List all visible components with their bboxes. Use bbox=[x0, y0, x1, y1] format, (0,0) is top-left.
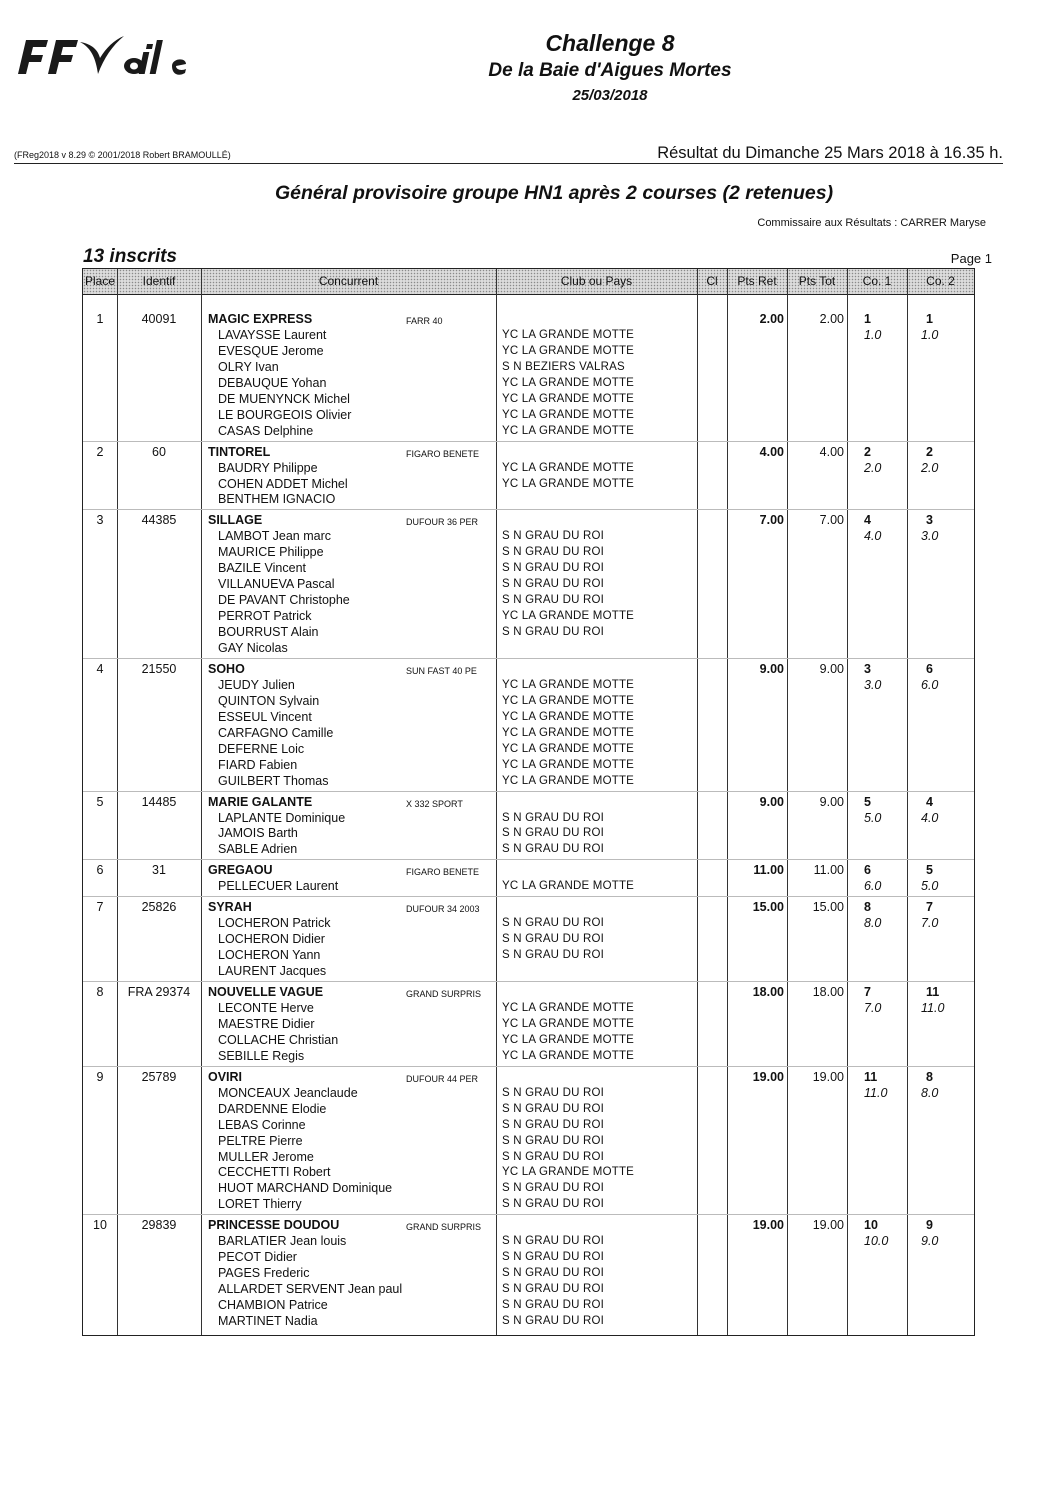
crew-member: VILLANUEVA Pascal bbox=[218, 577, 335, 592]
race-1-score: 5.0 bbox=[864, 810, 882, 825]
crew-member: DE PAVANT Christophe bbox=[218, 593, 350, 608]
sail-number: 25789 bbox=[141, 1069, 177, 1084]
crew-member: HUOT MARCHAND Dominique bbox=[218, 1181, 393, 1196]
boat-name: SYRAH bbox=[208, 900, 252, 915]
boat-name: PRINCESSE DOUDOU bbox=[208, 1218, 340, 1233]
crew-club: YC LA GRANDE MOTTE bbox=[502, 610, 635, 623]
crew-member: PAGES Frederic bbox=[218, 1266, 310, 1281]
boat-name: MARIE GALANTE bbox=[208, 794, 313, 809]
result-place: 8 bbox=[96, 985, 104, 999]
crew-club: YC LA GRANDE MOTTE bbox=[502, 758, 635, 771]
crew-club: YC LA GRANDE MOTTE bbox=[502, 461, 635, 474]
row-separator bbox=[83, 859, 974, 860]
result-place: 2 bbox=[96, 444, 104, 459]
points-retained: 19.00 bbox=[752, 1069, 784, 1084]
race-2-score: 8.0 bbox=[921, 1085, 939, 1100]
race-1-rank: 4 bbox=[864, 513, 871, 528]
crew-member: DARDENNE Elodie bbox=[218, 1101, 327, 1116]
crew-member: SEBILLE Regis bbox=[218, 1048, 305, 1063]
crew-club: S N GRAU DU ROI bbox=[502, 562, 605, 575]
row-separator bbox=[83, 791, 974, 792]
race-2-rank: 4 bbox=[926, 794, 933, 809]
race-2-rank: 2 bbox=[926, 444, 933, 459]
column-divider bbox=[697, 269, 698, 1335]
race-1-score: 7.0 bbox=[864, 1000, 882, 1015]
points-total: 4.00 bbox=[819, 444, 844, 459]
crew-club: YC LA GRANDE MOTTE bbox=[502, 678, 635, 691]
crew-club: S N GRAU DU ROI bbox=[502, 578, 605, 591]
points-retained: 9.00 bbox=[759, 794, 784, 809]
crew-member: MULLER Jerome bbox=[218, 1149, 314, 1164]
row-separator bbox=[83, 981, 974, 982]
crew-member: QUINTON Sylvain bbox=[218, 693, 320, 708]
crew-club: YC LA GRANDE MOTTE bbox=[502, 726, 635, 739]
points-total: 19.00 bbox=[812, 1218, 844, 1233]
col-header-race-1: Co. 1 bbox=[862, 274, 892, 288]
col-header-place: Place bbox=[84, 274, 116, 288]
points-retained: 19.00 bbox=[752, 1218, 784, 1233]
column-divider bbox=[847, 269, 848, 1335]
race-1-rank: 1 bbox=[864, 312, 871, 326]
race-2-score: 7.0 bbox=[921, 916, 939, 931]
crew-member: CARFAGNO Camille bbox=[218, 725, 334, 740]
crew-club: S N GRAU DU ROI bbox=[502, 843, 605, 856]
race-1-score: 1.0 bbox=[864, 327, 882, 342]
points-retained: 7.00 bbox=[759, 513, 784, 528]
results-table bbox=[82, 268, 975, 1336]
crew-member: LAVAYSSE Laurent bbox=[218, 327, 327, 342]
crew-club: S N BEZIERS VALRAS bbox=[502, 360, 625, 373]
boat-type: X 332 SPORT bbox=[406, 798, 463, 809]
race-2-score: 1.0 bbox=[921, 327, 939, 342]
points-total: 18.00 bbox=[812, 985, 844, 999]
race-1-score: 8.0 bbox=[864, 916, 882, 931]
boat-type: DUFOUR 44 PER bbox=[406, 1073, 479, 1084]
crew-club: YC LA GRANDE MOTTE bbox=[502, 710, 635, 723]
crew-club: YC LA GRANDE MOTTE bbox=[502, 344, 635, 357]
crew-member: OLRY Ivan bbox=[218, 359, 279, 374]
crew-club: YC LA GRANDE MOTTE bbox=[502, 1166, 635, 1179]
boat-name: NOUVELLE VAGUE bbox=[208, 985, 324, 999]
race-1-rank: 5 bbox=[864, 794, 871, 809]
sail-number: 14485 bbox=[141, 794, 177, 809]
crew-club: YC LA GRANDE MOTTE bbox=[502, 742, 635, 755]
race-1-score: 3.0 bbox=[864, 677, 882, 692]
crew-club: YC LA GRANDE MOTTE bbox=[502, 376, 635, 389]
race-1-rank: 10 bbox=[864, 1218, 878, 1233]
boat-type: SUN FAST 40 PE bbox=[406, 665, 477, 676]
entries-count: 13 inscrits bbox=[83, 246, 177, 267]
race-1-rank: 6 bbox=[864, 863, 871, 878]
crew-member: PELLECUER Laurent bbox=[218, 879, 339, 894]
crew-club: YC LA GRANDE MOTTE bbox=[502, 774, 635, 787]
crew-club: S N GRAU DU ROI bbox=[502, 1102, 605, 1115]
boat-type: FARR 40 bbox=[406, 316, 443, 326]
result-timestamp: Résultat du Dimanche 25 Mars 2018 à 16.35 h. bbox=[657, 144, 1003, 162]
crew-member: DEFERNE Loic bbox=[218, 741, 305, 756]
race-2-score: 6.0 bbox=[921, 677, 939, 692]
crew-member: LAMBOT Jean marc bbox=[218, 529, 332, 544]
crew-club: S N GRAU DU ROI bbox=[502, 1118, 605, 1131]
table-header bbox=[83, 269, 974, 295]
result-place: 10 bbox=[93, 1218, 107, 1233]
crew-club: YC LA GRANDE MOTTE bbox=[502, 1033, 635, 1046]
sail-number: FRA 29374 bbox=[127, 985, 191, 999]
boat-name: TINTOREL bbox=[208, 444, 271, 459]
crew-member: LAURENT Jacques bbox=[218, 964, 327, 979]
points-total: 2.00 bbox=[819, 312, 844, 326]
race-1-score: 6.0 bbox=[864, 879, 882, 894]
race-2-rank: 8 bbox=[926, 1069, 933, 1084]
race-2-rank: 1 bbox=[926, 312, 933, 326]
row-separator bbox=[83, 896, 974, 897]
result-place: 1 bbox=[96, 312, 104, 326]
crew-member: BAUDRY Philippe bbox=[218, 460, 318, 475]
crew-member: LOCHERON Yann bbox=[218, 948, 321, 963]
sail-number: 44385 bbox=[141, 513, 177, 528]
crew-member: FIARD Fabien bbox=[218, 757, 298, 772]
row-separator bbox=[83, 658, 974, 659]
crew-club: S N GRAU DU ROI bbox=[502, 1198, 605, 1211]
crew-club: S N GRAU DU ROI bbox=[502, 827, 605, 840]
result-place: 4 bbox=[96, 661, 104, 676]
crew-club: YC LA GRANDE MOTTE bbox=[502, 880, 635, 893]
crew-member: PERROT Patrick bbox=[218, 609, 312, 624]
crew-member: LOCHERON Patrick bbox=[218, 916, 331, 931]
crew-member: LEBAS Corinne bbox=[218, 1117, 306, 1132]
header-divider bbox=[14, 163, 1003, 164]
page-number: Page 1 bbox=[950, 251, 992, 266]
sail-number: 60 bbox=[152, 444, 166, 459]
boat-type: GRAND SURPRIS bbox=[406, 989, 482, 999]
crew-member: BARLATIER Jean louis bbox=[218, 1234, 347, 1249]
crew-club: S N GRAU DU ROI bbox=[502, 949, 605, 962]
crew-club: S N GRAU DU ROI bbox=[502, 1267, 605, 1280]
points-retained: 9.00 bbox=[759, 661, 784, 676]
crew-club: S N GRAU DU ROI bbox=[502, 546, 605, 559]
points-total: 19.00 bbox=[812, 1069, 844, 1084]
crew-club: YC LA GRANDE MOTTE bbox=[502, 1001, 635, 1014]
sail-number: 25826 bbox=[141, 900, 177, 915]
crew-club: S N GRAU DU ROI bbox=[502, 594, 605, 607]
result-place: 9 bbox=[96, 1069, 104, 1084]
boat-name: SOHO bbox=[208, 661, 245, 676]
crew-member: MAURICE Philippe bbox=[218, 545, 324, 560]
crew-member: MARTINET Nadia bbox=[218, 1314, 318, 1328]
race-2-score: 2.0 bbox=[921, 460, 939, 475]
race-2-rank: 5 bbox=[926, 863, 933, 878]
crew-member: BENTHEM IGNACIO bbox=[218, 492, 336, 507]
crew-member: GUILBERT Thomas bbox=[218, 773, 329, 788]
crew-club: S N GRAU DU ROI bbox=[502, 626, 605, 639]
crew-club: S N GRAU DU ROI bbox=[502, 1299, 605, 1312]
crew-member: LAPLANTE Dominique bbox=[218, 810, 346, 825]
event-subtitle: De la Baie d'Aigues Mortes bbox=[488, 60, 732, 81]
crew-club: S N GRAU DU ROI bbox=[502, 1134, 605, 1147]
race-1-score: 11.0 bbox=[864, 1085, 888, 1100]
race-1-score: 10.0 bbox=[864, 1234, 889, 1249]
race-1-rank: 11 bbox=[864, 1069, 878, 1084]
crew-club: YC LA GRANDE MOTTE bbox=[502, 392, 635, 405]
points-total: 15.00 bbox=[812, 900, 844, 915]
boat-type: DUFOUR 36 PER bbox=[406, 517, 479, 528]
crew-club: S N GRAU DU ROI bbox=[502, 933, 605, 946]
crew-member: PELTRE Pierre bbox=[218, 1133, 303, 1148]
race-2-rank: 3 bbox=[926, 513, 933, 528]
crew-member: ALLARDET SERVENT Jean paul bbox=[218, 1282, 403, 1297]
ffvoile-logo bbox=[14, 30, 189, 82]
points-retained: 4.00 bbox=[759, 444, 784, 459]
col-header-pts-tot: Pts Tot bbox=[798, 274, 836, 288]
crew-member: PECOT Didier bbox=[218, 1250, 297, 1265]
crew-member: CECCHETTI Robert bbox=[218, 1165, 331, 1180]
race-2-rank: 9 bbox=[926, 1218, 933, 1233]
event-title: Challenge 8 bbox=[545, 30, 675, 56]
race-2-rank: 7 bbox=[926, 900, 933, 915]
points-total: 9.00 bbox=[819, 661, 844, 676]
crew-club: S N GRAU DU ROI bbox=[502, 1150, 605, 1163]
col-header-cl: Cl bbox=[706, 274, 718, 288]
crew-club: S N GRAU DU ROI bbox=[502, 1086, 605, 1099]
points-total: 9.00 bbox=[819, 794, 844, 809]
result-place: 6 bbox=[96, 863, 104, 878]
crew-member: COHEN ADDET Michel bbox=[218, 476, 348, 491]
race-2-rank: 6 bbox=[926, 661, 933, 676]
race-2-rank: 11 bbox=[926, 985, 940, 999]
race-2-score: 11.0 bbox=[921, 1000, 945, 1015]
crew-club: S N GRAU DU ROI bbox=[502, 1315, 605, 1327]
boat-name: GREGAOU bbox=[208, 863, 273, 878]
row-separator bbox=[83, 441, 974, 442]
crew-member: LECONTE Herve bbox=[218, 1000, 314, 1015]
race-2-score: 5.0 bbox=[921, 879, 939, 894]
crew-club: S N GRAU DU ROI bbox=[502, 811, 605, 824]
points-total: 7.00 bbox=[819, 513, 844, 528]
crew-member: LOCHERON Didier bbox=[218, 932, 325, 947]
crew-club: YC LA GRANDE MOTTE bbox=[502, 408, 635, 421]
points-retained: 11.00 bbox=[753, 863, 784, 878]
crew-club: YC LA GRANDE MOTTE bbox=[502, 424, 635, 437]
software-credit: (FReg2018 v 8.29 © 2001/2018 Robert BRAMOULLÉ) bbox=[14, 150, 231, 160]
column-divider bbox=[907, 269, 908, 1335]
sail-number: 29839 bbox=[141, 1218, 177, 1233]
race-1-rank: 8 bbox=[864, 900, 871, 915]
crew-member: DE MUENYNCK Michel bbox=[218, 391, 350, 406]
row-separator bbox=[83, 509, 974, 510]
crew-member: JAMOIS Barth bbox=[218, 826, 298, 841]
crew-club: S N GRAU DU ROI bbox=[502, 1235, 605, 1248]
ranking-title: Général provisoire groupe HN1 après 2 courses (2 retenues) bbox=[274, 182, 834, 204]
boat-type: FIGARO BENETE bbox=[406, 867, 480, 878]
row-separator bbox=[83, 1066, 974, 1067]
col-header-pts-ret: Pts Ret bbox=[737, 274, 777, 288]
crew-member: MAESTRE Didier bbox=[218, 1016, 315, 1031]
race-2-score: 4.0 bbox=[921, 810, 939, 825]
points-retained: 18.00 bbox=[752, 985, 784, 999]
crew-member: ESSEUL Vincent bbox=[218, 709, 312, 724]
crew-member: JEUDY Julien bbox=[218, 677, 295, 692]
points-retained: 15.00 bbox=[752, 900, 784, 915]
boat-type: DUFOUR 34 2003 bbox=[406, 904, 480, 915]
crew-club: YC LA GRANDE MOTTE bbox=[502, 1017, 635, 1030]
crew-member: LORET Thierry bbox=[218, 1197, 302, 1212]
col-header-race-2: Co. 2 bbox=[926, 274, 955, 288]
race-1-score: 4.0 bbox=[864, 529, 882, 544]
result-place: 3 bbox=[96, 513, 104, 528]
boat-type: FIGARO BENETE bbox=[406, 448, 480, 459]
col-header-club: Club ou Pays bbox=[560, 274, 633, 288]
points-retained: 2.00 bbox=[759, 312, 784, 326]
sail-number: 21550 bbox=[141, 661, 177, 676]
crew-member: LE BOURGEOIS Olivier bbox=[218, 407, 352, 422]
crew-member: BOURRUST Alain bbox=[218, 625, 319, 640]
crew-club: S N GRAU DU ROI bbox=[502, 530, 605, 543]
crew-club: YC LA GRANDE MOTTE bbox=[502, 694, 635, 707]
col-header-identif: Identif bbox=[142, 274, 176, 288]
crew-member: GAY Nicolas bbox=[218, 641, 288, 655]
crew-member: MONCEAUX Jeanclaude bbox=[218, 1085, 358, 1100]
crew-member: CASAS Delphine bbox=[218, 423, 314, 438]
crew-member: DEBAUQUE Yohan bbox=[218, 375, 327, 390]
row-separator bbox=[83, 1214, 974, 1215]
boat-name: SILLAGE bbox=[208, 513, 263, 528]
boat-type: GRAND SURPRIS bbox=[406, 1222, 482, 1233]
points-total: 11.00 bbox=[813, 863, 844, 878]
crew-club: YC LA GRANDE MOTTE bbox=[502, 328, 635, 341]
crew-member: BAZILE Vincent bbox=[218, 561, 307, 576]
crew-member: EVESQUE Jerome bbox=[218, 343, 324, 358]
crew-club: S N GRAU DU ROI bbox=[502, 1251, 605, 1264]
crew-member: CHAMBION Patrice bbox=[218, 1298, 328, 1313]
crew-club: S N GRAU DU ROI bbox=[502, 1182, 605, 1195]
race-1-rank: 7 bbox=[864, 985, 871, 999]
boat-name: OVIRI bbox=[208, 1069, 243, 1084]
crew-club: S N GRAU DU ROI bbox=[502, 1283, 605, 1296]
crew-club: YC LA GRANDE MOTTE bbox=[502, 477, 635, 490]
sail-number: 40091 bbox=[141, 312, 177, 326]
column-divider bbox=[201, 269, 202, 1335]
result-place: 5 bbox=[96, 794, 104, 809]
crew-member: SABLE Adrien bbox=[218, 842, 298, 857]
race-1-rank: 2 bbox=[864, 444, 871, 459]
race-1-score: 2.0 bbox=[864, 460, 882, 475]
column-divider bbox=[496, 269, 497, 1335]
event-date: 25/03/2018 bbox=[572, 87, 648, 104]
race-2-score: 3.0 bbox=[921, 529, 939, 544]
sail-number: 31 bbox=[152, 863, 166, 878]
crew-member: COLLACHE Christian bbox=[218, 1032, 339, 1047]
crew-club: S N GRAU DU ROI bbox=[502, 917, 605, 930]
race-2-score: 9.0 bbox=[921, 1234, 939, 1249]
results-commissioner: Commissaire aux Résultats : CARRER Maryse bbox=[757, 217, 986, 229]
race-1-rank: 3 bbox=[864, 661, 871, 676]
col-header-concurrent: Concurrent bbox=[318, 274, 379, 288]
result-place: 7 bbox=[96, 900, 104, 915]
crew-club: YC LA GRANDE MOTTE bbox=[502, 1049, 635, 1062]
boat-name: MAGIC EXPRESS bbox=[208, 312, 313, 326]
